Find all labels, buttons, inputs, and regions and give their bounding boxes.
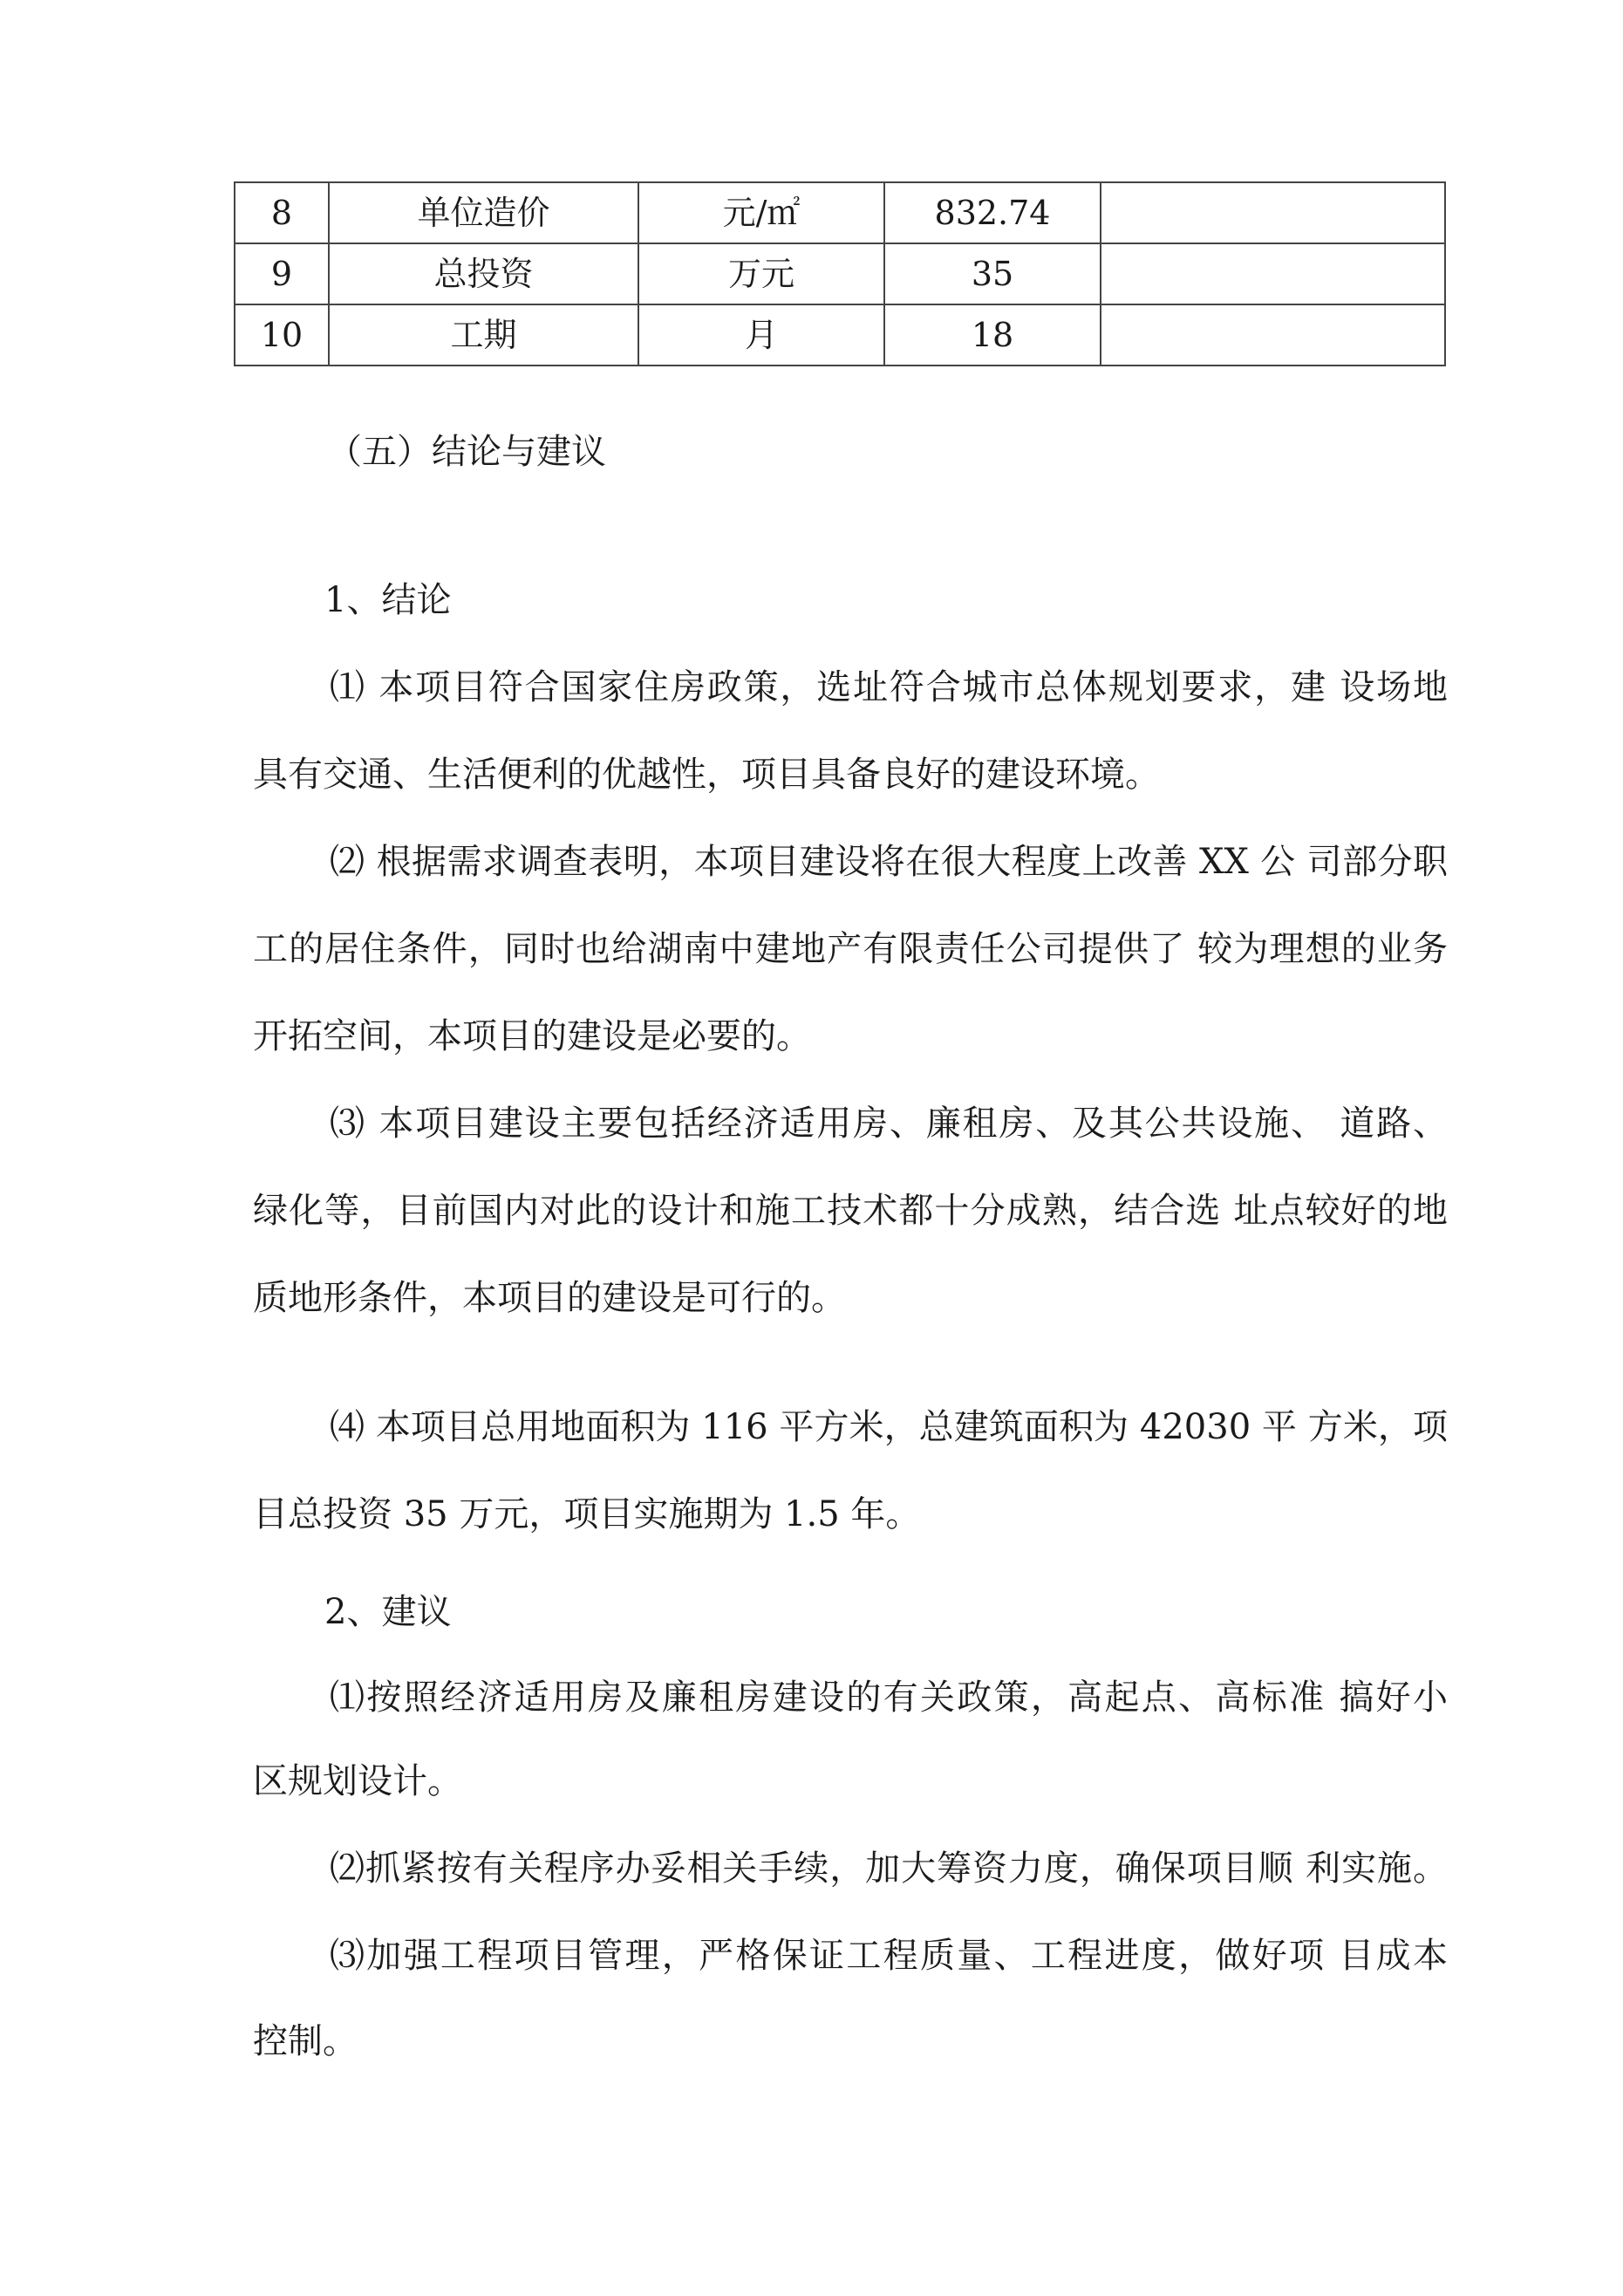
conclusion-item-2-cont: 开拓空间，本项目的建设是必要的。: [253, 1016, 811, 1056]
conclusion-item-3-cont: 绿化等，目前国内对此的设计和施工技术都十分成熟，结合选 址点较好的地: [253, 1191, 1448, 1231]
conclusion-item-4: ⑷ 本项目总用地面积为 116 平方米，总建筑面积为 42030 平 方米，项: [330, 1407, 1448, 1447]
table-row: [235, 304, 1445, 366]
row-value: 18: [884, 304, 1101, 366]
row-item: 总投资: [329, 243, 638, 304]
suggestion-item-1-cont: 区规划设计。: [253, 1761, 462, 1801]
conclusion-item-1: ⑴ 本项目符合国家住房政策，选址符合城市总体规划要求，建 设场地: [330, 667, 1448, 707]
section-heading: （五）结论与建议: [327, 432, 606, 472]
suggestion-item-3-cont: 控制。: [253, 2021, 358, 2061]
conclusion-item-2-cont: 工的居住条件，同时也给湖南中建地产有限责任公司提供了 较为理想的业务: [253, 929, 1448, 969]
row-note: [1101, 243, 1445, 304]
row-number: 10: [235, 304, 329, 366]
row-note: [1101, 304, 1445, 366]
conclusion-heading: 1、结论: [324, 580, 452, 620]
row-number: 8: [235, 182, 329, 243]
row-unit: 元/㎡: [638, 182, 884, 243]
row-number: 9: [235, 243, 329, 304]
row-unit: 月: [638, 304, 884, 366]
suggestion-item-2: ⑵抓紧按有关程序办妥相关手续，加大筹资力度，确保项目顺 利实施。: [330, 1848, 1448, 1889]
row-value: 35: [884, 243, 1101, 304]
table-row: [235, 182, 1445, 243]
suggestion-item-3: ⑶加强工程项目管理，严格保证工程质量、工程进度，做好项 目成本: [330, 1936, 1448, 1976]
row-item: 单位造价: [329, 182, 638, 243]
conclusion-item-1-cont: 具有交通、生活便利的优越性，项目具备良好的建设环境。: [253, 755, 1160, 795]
suggestion-item-1: ⑴按照经济适用房及廉租房建设的有关政策，高起点、高标准 搞好小: [330, 1678, 1448, 1718]
conclusion-item-2: ⑵ 根据需求调查表明，本项目建设将在很大程度上改善 XX 公 司部分职: [330, 842, 1448, 882]
project-indicator-table: [234, 181, 1446, 366]
conclusion-item-3-cont: 质地形条件，本项目的建设是可行的。: [253, 1278, 846, 1318]
suggestion-heading: 2、建议: [324, 1592, 452, 1632]
table-row: [235, 243, 1445, 304]
conclusion-item-3: ⑶ 本项目建设主要包括经济适用房、廉租房、及其公共设施、 道路、: [330, 1104, 1448, 1144]
row-note: [1101, 182, 1445, 243]
row-item: 工期: [329, 304, 638, 366]
conclusion-item-4-cont: 目总投资 35 万元，项目实施期为 1.5 年。: [253, 1494, 921, 1534]
row-unit: 万元: [638, 243, 884, 304]
row-value: 832.74: [884, 182, 1101, 243]
